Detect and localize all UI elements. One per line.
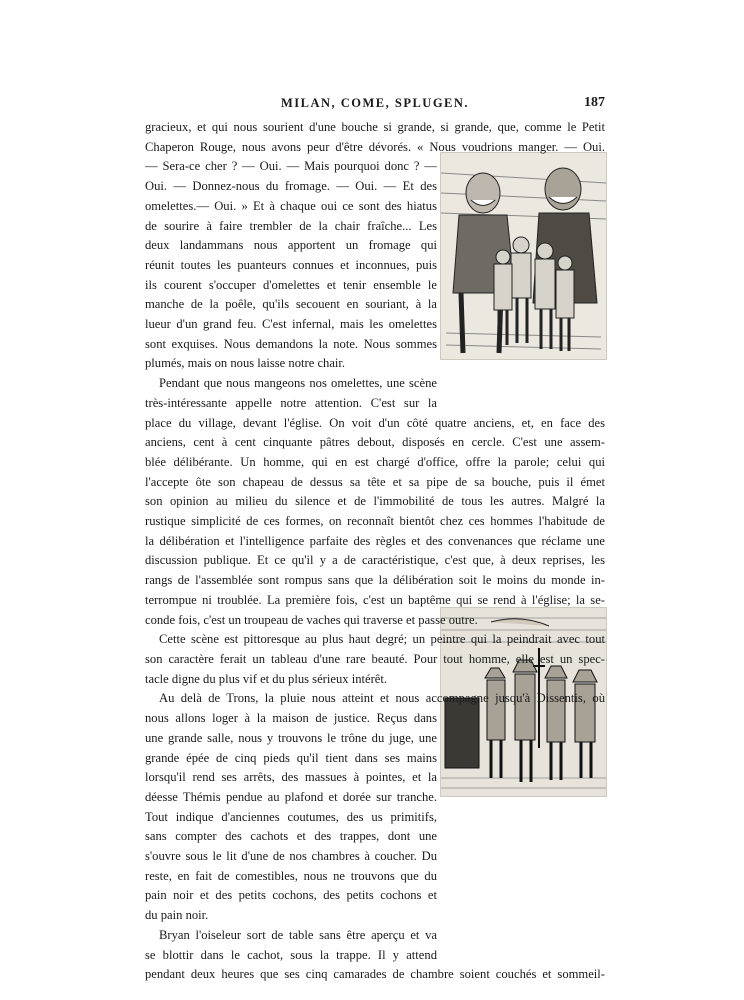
text-line: déesse Thémis pendue au plafond et dorée sur tranche. (145, 789, 437, 804)
text-line: l'accepte ôte son chapeau de dessus sa tête et sa pipe de sa bouche, puis il émet (145, 474, 605, 489)
text-line: son opinion au milieu du silence et de l'immobilité de tous les autres. Malgré la (145, 494, 605, 509)
text-line: Bryan l'oiseleur sort de table sans être aperçu et va (159, 927, 437, 942)
paragraph-1 (145, 118, 605, 374)
text-line: du pain noir. (145, 908, 209, 923)
page-header (145, 96, 605, 116)
paragraph-5 (145, 926, 605, 985)
text-line: une grande salle, nous y trouvons le trône du juge, une (145, 730, 437, 745)
text-line: grande épée de cinq pieds qu'il tient dans ses mains (145, 750, 437, 765)
text-line: rustique simplicité de ces formes, on reconnaît bientôt chez ces hommes l'habitude de (145, 514, 605, 529)
text-line: Cette scène est pittoresque au plus haut degré; un peintre qui la peindrait avec tout (159, 632, 605, 647)
text-line: de sourire à faire trembler de la chair fraîche... Les (145, 218, 437, 233)
text-line: tacle digne du plus vif et du plus sérieux intérêt. (145, 671, 388, 686)
text-line: omelettes.— Oui. » Et à chaque oui ce sont des hiatus (145, 198, 437, 213)
text-line: conde fois, c'est un troupeau de vaches qui traverse et passe outre. (145, 612, 478, 627)
text-line: place du village, devant l'église. On voit d'un côté quatre anciens, et, en face des (145, 415, 605, 430)
text-line: pain noir et des petits cochons, des petits cochons et (145, 888, 437, 903)
text-line: Chaperon Rouge, nous avons peur d'être dévorés. « Nous voudrions manger. — Oui. (145, 139, 605, 154)
body-text (145, 118, 605, 985)
text-line: se blottir dans le cachot, sous la trappe. Il y attend (145, 947, 437, 962)
text-line: ils courent s'occuper d'omelettes et tenir ensemble le (145, 277, 437, 292)
text-line: — Sera-ce cher ? — Oui. — Mais pourquoi donc ? — (145, 159, 437, 174)
text-line: manche de la poêle, qu'ils secouent en souriant, à la (145, 297, 437, 312)
text-line: Oui. — Donnez-nous du fromage. — Oui. — Et des (145, 179, 437, 194)
text-line: anciens, cent à cent cinquante pâtres debout, disposés en cercle. C'est une assem- (145, 435, 605, 450)
text-line: terrompue ni troublée. La première fois, c'est un baptême qui se rend à l'église; la se- (145, 592, 605, 607)
text-line: discussion publique. Et ce qu'il y a de caractéristique, c'est que, à deux reprises, les (145, 553, 605, 568)
paragraph-4 (145, 689, 605, 925)
text-line: rangs de l'assemblée sont rompus sans que la délibération soit le moins du monde in- (145, 573, 605, 588)
text-line: Pendant que nous mangeons nos omelettes, une scène (159, 376, 437, 391)
paragraph-3 (145, 630, 605, 689)
page-number: 187 (584, 95, 605, 110)
text-line: la délibération et l'intelligence parfaite des règles et des convenances que réclame une (145, 533, 605, 548)
text-line: pendant deux heures que ses cinq camarades de chambre soient couchés et sommeil- (145, 967, 605, 982)
text-line: lueur d'un grand feu. C'est infernal, mais les omelettes (145, 317, 437, 332)
text-line: deux landammans nous apportent un fromage qui (145, 238, 437, 253)
text-line: s'ouvre sous le lit d'une de nos chambres à coucher. Du (145, 849, 437, 864)
text-line: son caractère ferait un tableau d'une rare beauté. Pour tout homme, elle est un spec- (145, 651, 605, 666)
text-line: Au delà de Trons, la pluie nous atteint et nous accompagne jusqu'à Dissentis, où (159, 691, 605, 706)
text-line: lorsqu'il rend ses arrêts, des massues à pointes, et la (145, 770, 437, 785)
text-line: Tout indique d'anciennes coutumes, des us primitifs, (145, 809, 437, 824)
text-line: plumés, mais on nous laisse notre chair. (145, 356, 346, 371)
text-line: réunit toutes les puanteurs connues et inconnues, puis (145, 257, 437, 272)
text-line: nous allons loger à la maison de justice. Reçus dans (145, 711, 437, 726)
text-line: blée délibérante. Un homme, qui en est chargé d'office, offre la parole; celui qui (145, 454, 605, 469)
text-line: sont exquises. Nous demandons la note. Nous sommes (145, 336, 437, 351)
paragraph-2 (145, 374, 605, 630)
text-line: gracieux, et qui nous sourient d'une bouche si grande, si grande, que, comme le Petit (145, 120, 605, 134)
text-line: très-intéressante appelle notre attention. C'est sur la (145, 395, 437, 410)
running-title: MILAN, COME, SPLUGEN. (280, 96, 470, 110)
text-line: sans compter des cachots et des trappes, dont une (145, 829, 437, 844)
text-line: reste, en fait de comestibles, nous ne trouvons que du (145, 868, 437, 883)
